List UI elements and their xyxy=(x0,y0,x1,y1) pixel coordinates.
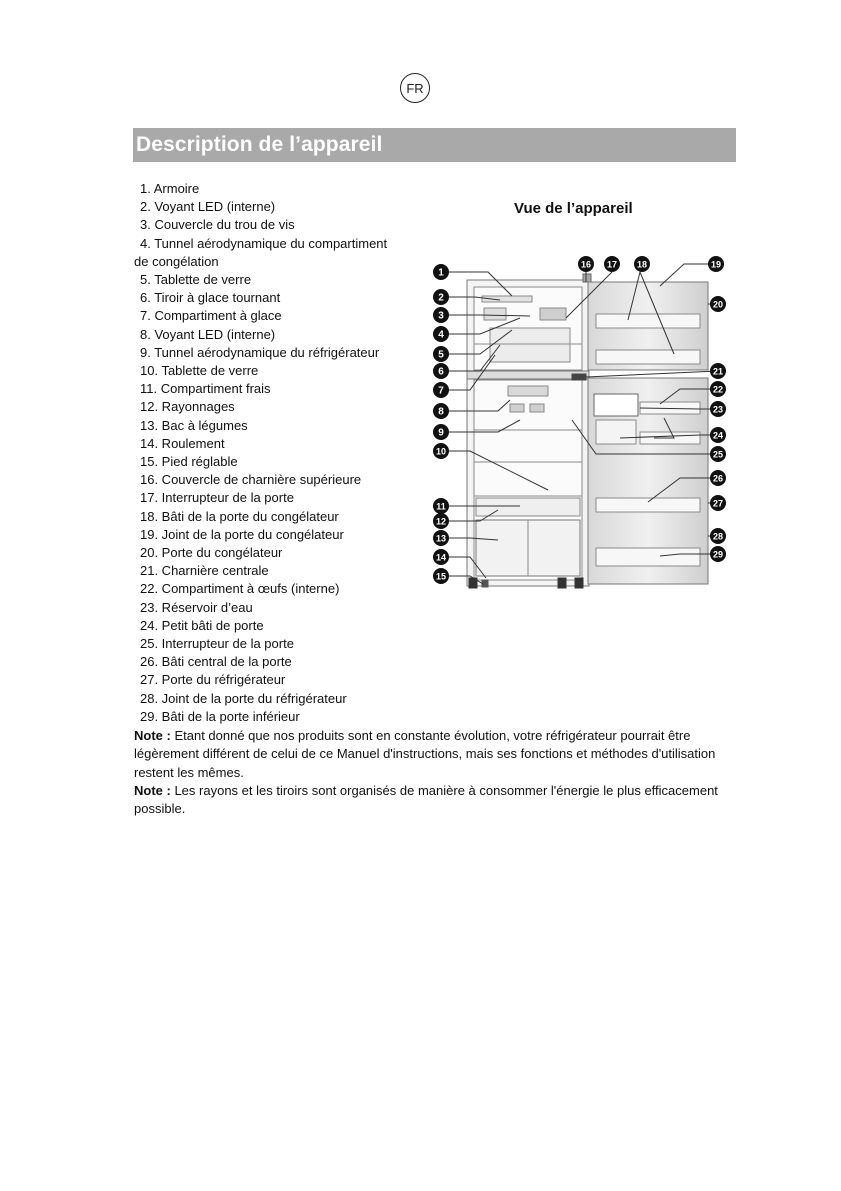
callout-1 xyxy=(433,264,449,280)
svg-text:21: 21 xyxy=(712,366,724,377)
list-item: 13. Bac à légumes xyxy=(140,417,248,433)
callout-3 xyxy=(433,307,449,323)
callout-26 xyxy=(710,470,726,486)
list-item: 11. Compartiment frais xyxy=(140,381,271,397)
notes-block xyxy=(134,727,738,818)
svg-text:25: 25 xyxy=(712,449,724,460)
callout-11 xyxy=(433,498,449,514)
svg-text:5: 5 xyxy=(438,349,444,361)
list-item: 1. Armoire xyxy=(140,181,200,196)
list-item: 7. Compartiment à glace xyxy=(140,308,282,324)
svg-text:7: 7 xyxy=(438,385,444,397)
note-1 xyxy=(134,727,738,782)
list-item: 9. Tunnel aérodynamique du réfrigérateur xyxy=(140,344,380,360)
callout-29 xyxy=(710,546,726,562)
section-title: Description de l’appareil xyxy=(136,133,383,156)
svg-text:23: 23 xyxy=(712,404,724,415)
callout-8 xyxy=(433,403,449,419)
list-item: 23. Réservoir d’eau xyxy=(140,599,253,615)
svg-text:6: 6 xyxy=(438,366,444,378)
svg-text:1: 1 xyxy=(438,267,444,279)
callout-22 xyxy=(710,381,726,397)
callout-19 xyxy=(708,256,724,272)
diagram-title: Vue de l’appareil xyxy=(514,200,633,217)
callout-25 xyxy=(710,446,726,462)
svg-text:10: 10 xyxy=(435,446,447,457)
callout-27 xyxy=(710,495,726,511)
callout-7 xyxy=(433,382,449,398)
list-item: 5. Tablette de verre xyxy=(140,272,252,288)
callout-6 xyxy=(433,363,449,379)
svg-text:9: 9 xyxy=(438,427,444,439)
list-item: 18. Bâti de la porte du congélateur xyxy=(140,508,339,524)
callout-2 xyxy=(433,289,449,305)
refrigerator-diagram xyxy=(425,250,745,595)
list-item: 20. Porte du congélateur xyxy=(140,545,283,561)
list-item: 10. Tablette de verre xyxy=(140,363,259,379)
callout-5 xyxy=(433,346,449,362)
callout-20 xyxy=(710,296,726,312)
callout-23 xyxy=(710,401,726,417)
svg-text:20: 20 xyxy=(712,299,724,310)
svg-text:16: 16 xyxy=(580,259,592,270)
section-header xyxy=(133,128,736,162)
callout-15 xyxy=(433,568,449,584)
list-item: 16. Couvercle de charnière supérieure xyxy=(140,472,362,488)
svg-text:28: 28 xyxy=(712,531,724,542)
list-item: 29. Bâti de la porte inférieur xyxy=(140,708,300,724)
svg-text:8: 8 xyxy=(438,406,444,418)
svg-text:29: 29 xyxy=(712,549,724,560)
callout-4 xyxy=(433,326,449,342)
list-item: 21. Charnière centrale xyxy=(140,563,269,579)
note-label: Note : xyxy=(134,782,171,798)
parts-list xyxy=(134,180,414,726)
note-label: Note : xyxy=(134,728,171,743)
svg-text:19: 19 xyxy=(710,259,722,270)
list-item: 27. Porte du réfrigérateur xyxy=(140,672,286,688)
list-item: 12. Rayonnages xyxy=(140,399,235,415)
list-item: 25. Interrupteur de la porte xyxy=(140,636,294,652)
callout-18 xyxy=(634,256,650,272)
svg-text:14: 14 xyxy=(435,552,447,563)
svg-text:24: 24 xyxy=(712,430,724,441)
svg-text:11: 11 xyxy=(436,501,446,512)
list-item: de congélation xyxy=(134,253,219,269)
callout-14 xyxy=(433,549,449,565)
list-item: 24. Petit bâti de porte xyxy=(140,617,264,633)
list-item: 3. Couvercle du trou de vis xyxy=(140,217,295,233)
list-item: 8. Voyant LED (interne) xyxy=(140,326,276,342)
svg-text:2: 2 xyxy=(438,292,444,304)
svg-text:26: 26 xyxy=(712,473,724,484)
callout-10 xyxy=(433,443,449,459)
svg-text:13: 13 xyxy=(435,533,447,544)
svg-text:3: 3 xyxy=(438,310,444,322)
svg-text:15: 15 xyxy=(435,571,447,582)
svg-text:12: 12 xyxy=(435,516,447,527)
cabinet-illustration xyxy=(467,274,591,588)
list-item: 15. Pied réglable xyxy=(140,454,238,470)
note-text: Etant donné que nos produits sont en constante évolution, votre réfrigérateur pourrait être légèrement différent de celui de ce Manuel d'instructions, mais ses fonctions et méthodes d'utilisation restent les mêmes. xyxy=(134,728,716,780)
list-item: 14. Roulement xyxy=(140,435,225,451)
svg-text:4: 4 xyxy=(438,329,444,341)
callout-28 xyxy=(710,528,726,544)
note-2 xyxy=(134,782,738,819)
callout-17 xyxy=(604,256,620,272)
callout-13 xyxy=(433,530,449,546)
callout-9 xyxy=(433,424,449,440)
list-item: 17. Interrupteur de la porte xyxy=(140,490,294,506)
svg-text:17: 17 xyxy=(606,259,618,270)
list-item: 19. Joint de la porte du congélateur xyxy=(140,526,344,542)
language-badge xyxy=(400,73,430,103)
door-illustration xyxy=(588,282,708,584)
language-code: FR xyxy=(406,80,424,96)
callout-24 xyxy=(710,427,726,443)
callout-12 xyxy=(433,513,449,529)
list-item: 28. Joint de la porte du réfrigérateur xyxy=(140,690,347,706)
svg-text:22: 22 xyxy=(712,384,724,395)
callout-16 xyxy=(578,256,594,272)
list-item: 26. Bâti central de la porte xyxy=(140,654,292,670)
list-item: 6. Tiroir à glace tournant xyxy=(140,290,281,306)
list-item: 22. Compartiment à œufs (interne) xyxy=(140,581,340,597)
svg-text:27: 27 xyxy=(712,498,724,509)
note-text: Les rayons et les tiroirs sont organisés de manière à consommer l'énergie le plus efficacement possible. xyxy=(134,782,718,817)
svg-text:18: 18 xyxy=(636,259,648,270)
list-item: 2. Voyant LED (interne) xyxy=(140,199,276,215)
list-item: 4. Tunnel aérodynamique du compartiment xyxy=(140,235,388,251)
callout-21 xyxy=(710,363,726,379)
